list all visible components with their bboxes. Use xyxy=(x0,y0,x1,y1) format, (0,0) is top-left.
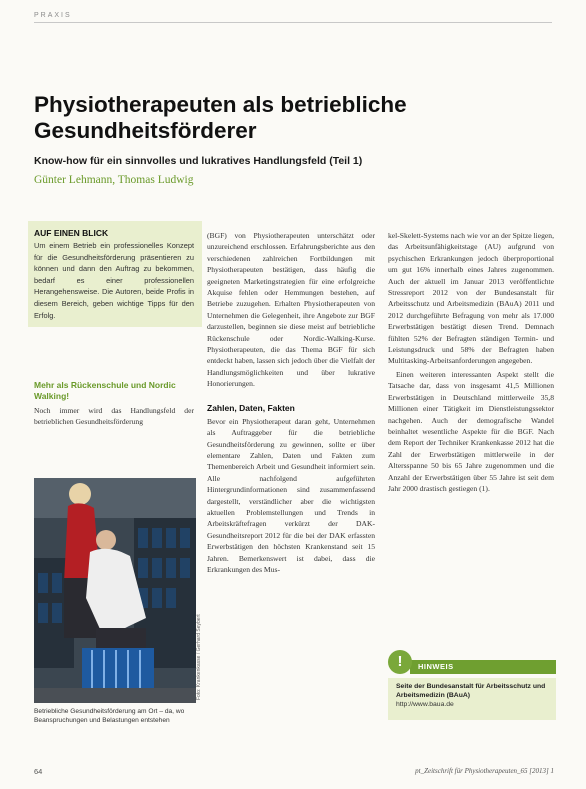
exclamation-icon: ! xyxy=(388,650,412,674)
right-paragraph-2: Einen weiteren interessanten Aspekt stellt die Tatsache dar, dass von insgesamt 41,5 Millionen Erwerbstätigen in Deutschland mittlerweile 35,8 Millionen einer Tätigkeit im Dienstleistungssektor nachgehen. Auch der demografische Wandel beinhaltet wesentliche Aspekte für die BGF. Nach dem Report der Techniker Krankenkasse 2012 hat die Zahl der Erwerbstätigen mittlerweile in der Altersspanne 50 bis 65 Jahre zugenommen und die Anzahl der Erwerbstätigen über 55 Jahre ist seit dem Jahr 2000 drastisch gestiegen (1). xyxy=(388,369,554,493)
right-column xyxy=(388,230,554,496)
left-heading: Mehr als Rückenschule und Nordic Walking! xyxy=(34,380,176,401)
photo-illustration xyxy=(34,478,196,703)
article-photo xyxy=(34,478,196,703)
article-subtitle: Know-how für ein sinnvolles und lukratives Handlungsfeld (Teil 1) xyxy=(34,155,363,167)
page-number: 64 xyxy=(34,767,43,776)
middle-heading: Zahlen, Daten, Fakten xyxy=(207,402,295,413)
middle-paragraph-2: Bevor ein Physiotherapeut daran geht, Unternehmen als Auftraggeber für die betriebliche Gesundheitsförderung zu gewinnen, sollte er über elementare Zahlen, Daten und Fakten zum Themenbereich Arbeit und Gesundheit informiert sein. Alle nachfolgend aufgeführten Hintergrundinformationen sind zusammenfassend dargestellt, verständlicher aber die wichtigsten aktuellen Problemstellungen und Trends in Arbeitskräftefragen verkürzt der DAK-Gesundheitsreport 2012 für die bei der DAK erfassten Erwerbstätigen den höchsten Krankenstand seit 15 Jahren. Bemerkenswert ist dabei, dass die Erkrankungen des Mus- xyxy=(207,416,375,574)
section-tag: PRAXIS xyxy=(34,12,72,19)
hint-box xyxy=(388,650,556,720)
photo-caption: Betriebliche Gesundheitsförderung am Ort – da, wo Beanspruchungen und Belastungen entstehen xyxy=(34,708,185,724)
glance-title: AUF EINEN BLICK xyxy=(34,228,109,238)
article-authors: Günter Lehmann, Thomas Ludwig xyxy=(34,174,194,186)
photo-credit xyxy=(196,500,204,700)
article-title: Physiotherapeuten als betriebliche Gesundheitsförderer xyxy=(34,92,407,143)
right-paragraph-1: kel-Skelett-Systems nach wie vor an der Spitze liegen, das Arbeitsunfähigkeitstage (AU) aufgrund von psychischen Erkrankungen jedoch überproportional um gut 16% innerhalb eines Jahres zugenommen. Auch der aktuell im Januar 2013 veröffentlichte Stressreport 2012 von der Bundesanstalt für Arbeitsschutz und Arbeitsmedizin (BAuA) 2011 und 2012 durchgeführte Befragung von mehr als 17.000 Erwerbstätigen bestätigt diesen Trend. Demnach fühlten 52% der Befragten ständigen Termin- und Leistungsdruck und 58% der Befragten haben Multitasking-Arbeitsanforderungen angegeben. xyxy=(388,231,554,366)
glance-text: Um einem Betrieb ein professionelles Konzept für die Gesundheitsförderung präsentieren zu können und dann den Auftrag zu bekommen, bedarf es einer professionellen Herangehensweise. Die Autoren, beide Profis in diesem Bereich, geben wichtige Tipps für den Erfolg. xyxy=(34,241,194,320)
hint-org: Seite der Bundesanstalt für Arbeitsschutz und Arbeitsmedizin (BAuA) xyxy=(396,683,546,699)
section-rule xyxy=(34,22,552,23)
journal-footer: pt_Zeitschrift für Physiotherapeuten_65 [2013] 1 xyxy=(415,767,554,775)
left-text: Noch immer wird das Handlungsfeld der betrieblichen Gesundheitsförderung xyxy=(34,406,194,427)
hint-body xyxy=(388,678,556,720)
middle-paragraph-1: (BGF) von Physiotherapeuten unterschätzt oder unzureichend erschlossen. Erfahrungsberichte aus den verschiedenen zahlreichen Fortbildungen mit Physiotherapeuten bestätigen, dass häufig die geeigneten Marketingstrategien für eine erfolgreiche Akquise fehlen oder Hemmungen bestehen, auf Betriebe zuzugehen. Erhalten Physiotherapeuten von Unternehmen die Gelegenheit, ihre Angebote zur BGF darzustellen, beginnen sie diese meist auf betriebliche Rückenschule oder Nordic-Walking-Kurse. Physiotherapeuten, die das Thema BGF für sich entdeckt haben, lassen sich jedoch über die Vielfalt der Handlungsmöglichkeiten und über lukrative Honorierungen. xyxy=(207,231,375,389)
middle-column xyxy=(207,230,375,577)
hint-label: HINWEIS xyxy=(410,660,556,674)
hint-link[interactable]: http://www.baua.de xyxy=(396,701,454,708)
photo-credit-text: Foto: Krankenkasse / Gerhard Seybert xyxy=(196,614,202,700)
